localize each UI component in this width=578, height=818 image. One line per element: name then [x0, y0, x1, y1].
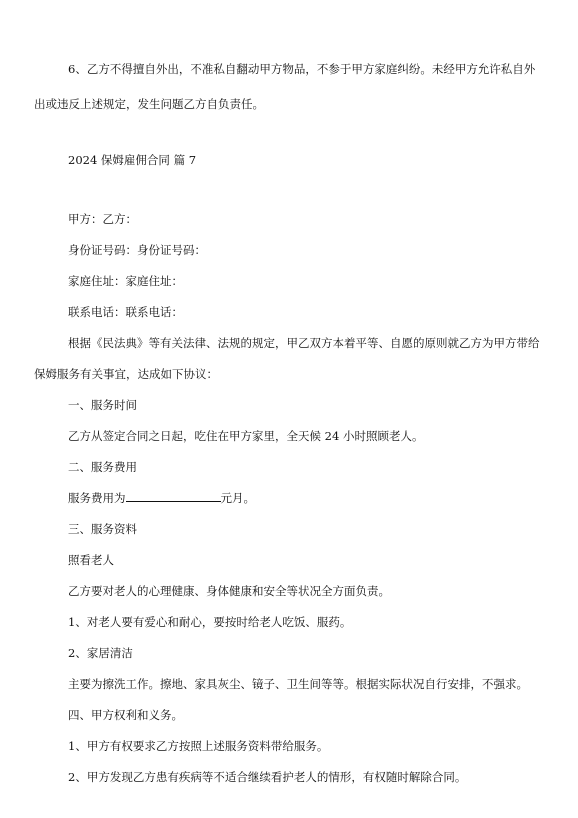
service-fee-unit: 元月。 [220, 491, 255, 505]
elder-care-responsibility: 乙方要对老人的心理健康、身体健康和安全等状况全方面负责。 [68, 584, 390, 598]
section-2-heading: 二、服务费用 [68, 460, 137, 474]
section-1-heading: 一、服务时间 [68, 398, 137, 412]
section-3-heading: 三、服务资料 [68, 522, 137, 536]
party-addresses: 家庭住址：家庭住址： [68, 274, 183, 288]
service-fee-blank [126, 490, 221, 502]
elder-care-item-1: 1、对老人要有爱心和耐心，要按时给老人吃饭、服药。 [68, 615, 352, 629]
clause-6-line-2: 出或违反上述规定，发生问题乙方自负责任。 [34, 97, 264, 111]
service-time-text: 乙方从签定合同之日起，吃住在甲方家里，全天候 24 小时照顾老人。 [68, 429, 424, 443]
party-names: 甲方：乙方： [68, 212, 137, 226]
party-phones: 联系电话：联系电话： [68, 305, 183, 319]
service-fee-label: 服务费用为 [68, 491, 126, 505]
service-fee-line [68, 490, 578, 506]
party-a-right-2: 2、甲方发现乙方患有疾病等不适合继续看护老人的情形，有权随时解除合同。 [68, 770, 467, 784]
home-cleaning-heading: 2、家居清洁 [68, 646, 133, 660]
service-item-elder-care: 照看老人 [68, 553, 114, 567]
section-4-heading: 四、甲方权利和义务。 [68, 708, 183, 722]
contract-title: 2024 保姆雇佣合同 篇 7 [68, 153, 197, 167]
party-a-right-1: 1、甲方有权要求乙方按照上述服务资料带给服务。 [68, 739, 329, 753]
preamble-line-2: 保姆服务有关事宜，达成如下协议： [34, 367, 218, 381]
preamble-line-1: 根据《民法典》等有关法律、法规的规定，甲乙双方本着平等、自愿的原则就乙方为甲方带给 [68, 336, 540, 350]
clause-6-line-1: 6、乙方不得擅自外出，不准私自翻动甲方物品，不参于甲方家庭纠纷。未经甲方允许私自外 [68, 62, 536, 76]
party-id-numbers: 身份证号码：身份证号码： [68, 243, 206, 257]
home-cleaning-text: 主要为擦洗工作。擦地、家具灰尘、镜子、卫生间等等。根据实际状况自行安排，不强求。 [68, 677, 528, 691]
